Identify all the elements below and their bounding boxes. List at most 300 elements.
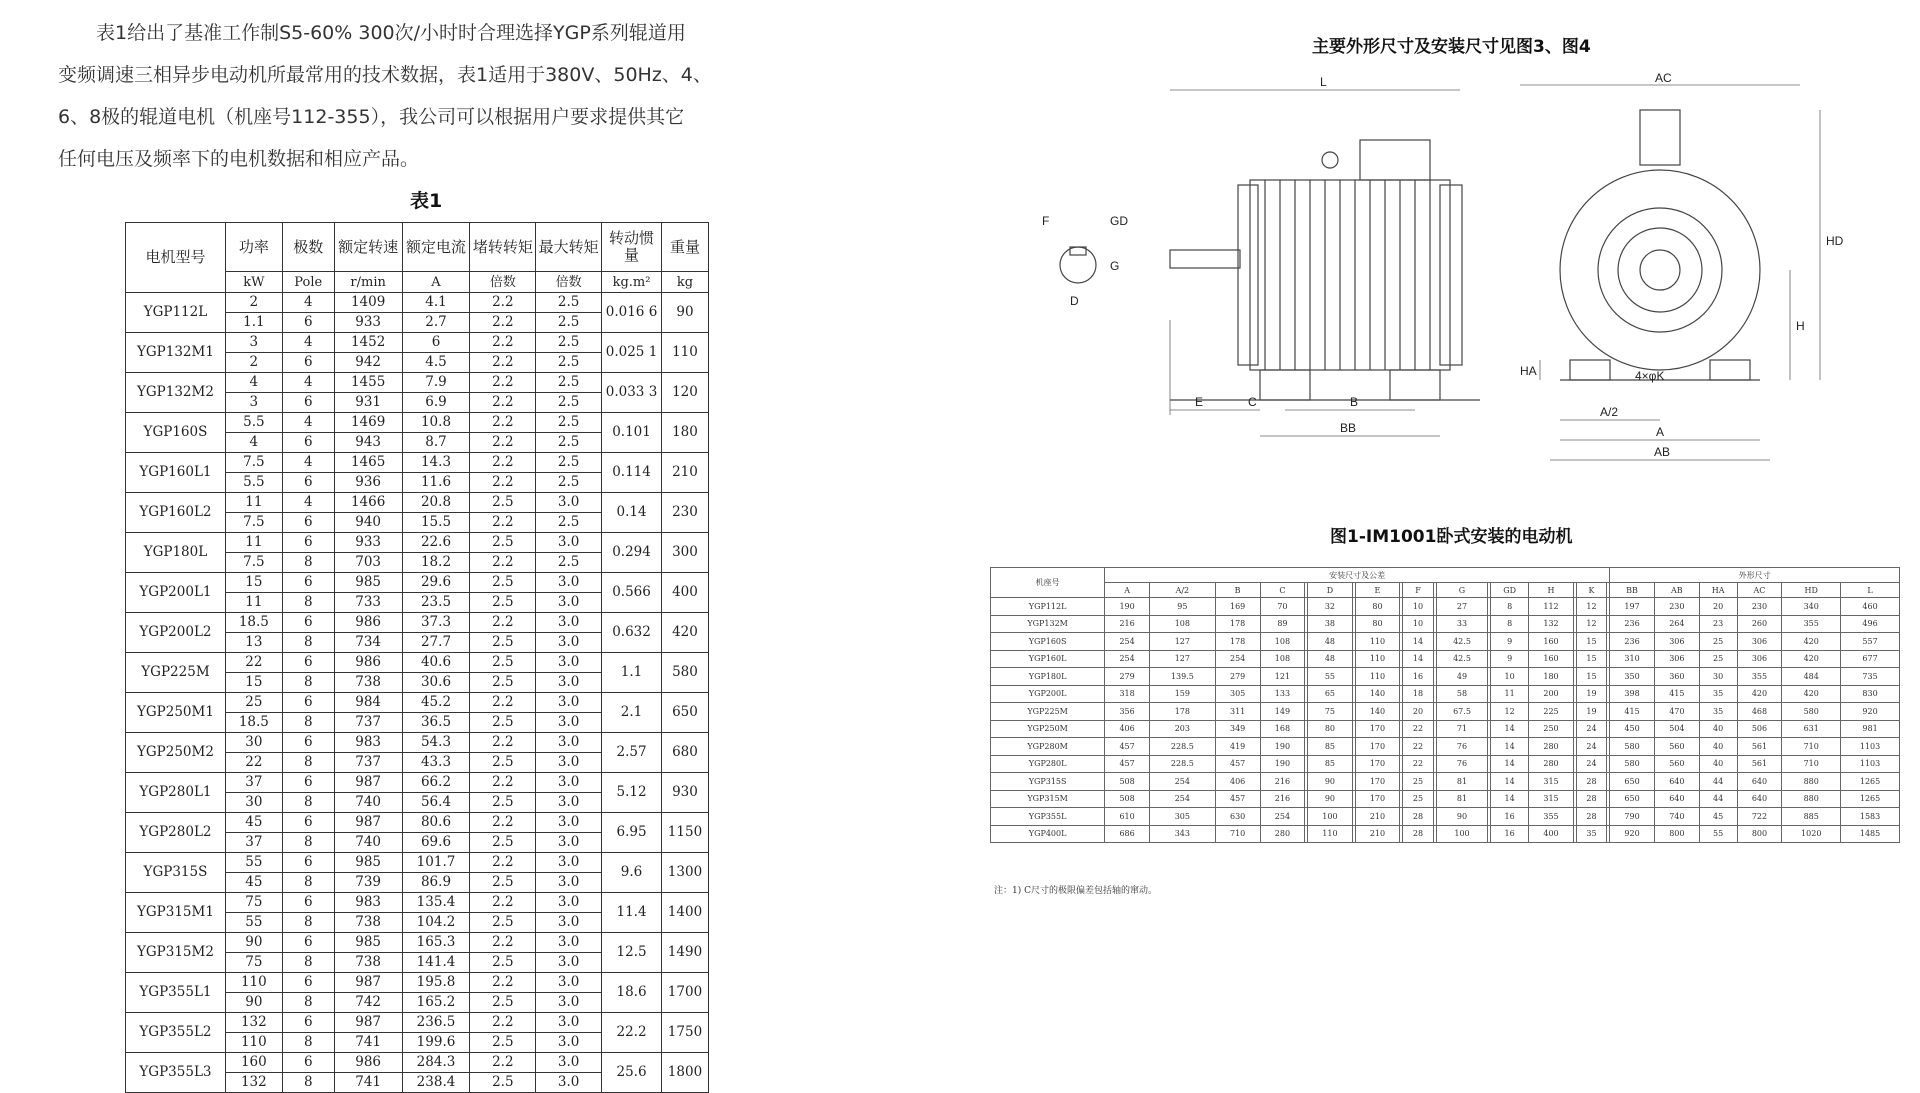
- data-cell: 987: [334, 813, 402, 833]
- t2-data-cell: 70: [1260, 598, 1305, 616]
- data-cell: 8: [282, 713, 334, 733]
- t2-data-cell: 419: [1215, 738, 1260, 756]
- t2-data-cell: 9: [1491, 633, 1529, 651]
- t2-data-cell: 190: [1260, 755, 1305, 773]
- model-cell: YGP250M2: [126, 733, 226, 773]
- t2-data-cell: 508: [1105, 790, 1150, 808]
- weight-cell: 1750: [661, 1013, 708, 1053]
- t2-data-cell: 178: [1149, 703, 1215, 721]
- data-cell: 2.2: [470, 1053, 536, 1073]
- inertia-cell: 18.6: [602, 973, 662, 1013]
- t2-col-header: F: [1403, 583, 1434, 598]
- t2-data-cell: 44: [1699, 790, 1737, 808]
- data-cell: 740: [334, 833, 402, 853]
- data-cell: 69.6: [402, 833, 470, 853]
- header-inertia: 转动惯量: [602, 223, 662, 272]
- data-cell: 75: [225, 893, 282, 913]
- t2-data-cell: 560: [1654, 738, 1699, 756]
- data-cell: 985: [334, 853, 402, 873]
- t2-data-cell: 33: [1436, 615, 1488, 633]
- t2-data-cell: 420: [1782, 633, 1841, 651]
- t2-data-cell: 1583: [1841, 808, 1900, 826]
- t2-data-cell: 355: [1737, 668, 1782, 686]
- data-cell: 30.6: [402, 673, 470, 693]
- t2-data-cell: 28: [1403, 808, 1434, 826]
- data-cell: 983: [334, 893, 402, 913]
- t2-data-cell: 80: [1355, 615, 1400, 633]
- data-cell: 738: [334, 913, 402, 933]
- t2-data-cell: 14: [1403, 650, 1434, 668]
- t2-data-cell: 457: [1215, 790, 1260, 808]
- t2-data-cell: 24: [1576, 755, 1607, 773]
- t2-data-cell: 28: [1576, 773, 1607, 791]
- data-cell: 4: [282, 493, 334, 513]
- data-cell: 30: [225, 793, 282, 813]
- data-cell: 195.8: [402, 973, 470, 993]
- t2-data-cell: 85: [1308, 755, 1353, 773]
- data-cell: 66.2: [402, 773, 470, 793]
- data-cell: 8: [282, 793, 334, 813]
- model-cell: YGP180L: [126, 533, 226, 573]
- t2-data-cell: 710: [1215, 825, 1260, 843]
- t2-data-cell: 1103: [1841, 738, 1900, 756]
- data-cell: 6: [282, 353, 334, 373]
- data-cell: 3.0: [536, 713, 602, 733]
- t2-data-cell: 10: [1403, 598, 1434, 616]
- t2-data-cell: 254: [1215, 650, 1260, 668]
- table-row: [126, 493, 709, 513]
- data-cell: 8.7: [402, 433, 470, 453]
- t2-data-cell: 920: [1841, 703, 1900, 721]
- data-cell: 36.5: [402, 713, 470, 733]
- front-terminal-box: [1640, 110, 1680, 165]
- unit-cell: Pole: [282, 272, 334, 293]
- data-cell: 135.4: [402, 893, 470, 913]
- t2-data-cell: 23: [1699, 615, 1737, 633]
- data-cell: 22: [225, 753, 282, 773]
- weight-cell: 210: [661, 453, 708, 493]
- table-row: [126, 453, 709, 473]
- intro-line: 6、8极的辊道电机（机座号112-355），我公司可以根据用户要求提供其它: [58, 106, 685, 128]
- t2-model-cell: YGP355L: [991, 808, 1105, 826]
- t2-data-cell: 264: [1654, 615, 1699, 633]
- data-cell: 8: [282, 993, 334, 1013]
- t2-data-cell: 190: [1260, 738, 1305, 756]
- t2-data-cell: 89: [1260, 615, 1305, 633]
- t2-data-cell: 880: [1782, 790, 1841, 808]
- header-weight: 重量: [661, 223, 708, 272]
- data-cell: 2.5: [536, 413, 602, 433]
- data-cell: 45: [225, 813, 282, 833]
- t2-data-cell: 280: [1529, 738, 1574, 756]
- table-row: [126, 533, 709, 553]
- dim-E: E: [1195, 395, 1204, 409]
- data-cell: 1455: [334, 373, 402, 393]
- t2-data-cell: 216: [1260, 773, 1305, 791]
- table-row: [991, 825, 1900, 843]
- table-row: [991, 668, 1900, 686]
- header-max-torque: 最大转矩: [536, 223, 602, 272]
- model-cell: YGP355L3: [126, 1053, 226, 1093]
- t2-data-cell: 20: [1699, 598, 1737, 616]
- t2-data-cell: 340: [1782, 598, 1841, 616]
- t2-data-cell: 10: [1403, 615, 1434, 633]
- data-cell: 3.0: [536, 693, 602, 713]
- data-cell: 2.2: [470, 413, 536, 433]
- t2-col-header: C: [1260, 583, 1305, 598]
- t2-data-cell: 236: [1610, 615, 1655, 633]
- data-cell: 11.6: [402, 473, 470, 493]
- data-cell: 7.9: [402, 373, 470, 393]
- data-cell: 101.7: [402, 853, 470, 873]
- data-cell: 55: [225, 913, 282, 933]
- t2-data-cell: 508: [1105, 773, 1150, 791]
- t2-data-cell: 35: [1576, 825, 1607, 843]
- t2-data-cell: 55: [1308, 668, 1353, 686]
- dim-AC: AC: [1655, 71, 1672, 85]
- intro-line: 变频调速三相异步电动机所最常用的技术数据，表1适用于380V、50Hz、4、: [58, 64, 712, 86]
- data-cell: 2.5: [470, 713, 536, 733]
- data-cell: 56.4: [402, 793, 470, 813]
- data-cell: 27.7: [402, 633, 470, 653]
- table-row: [126, 653, 709, 673]
- t2-data-cell: 170: [1355, 738, 1400, 756]
- data-cell: 737: [334, 753, 402, 773]
- t2-data-cell: 650: [1610, 790, 1655, 808]
- data-cell: 165.2: [402, 993, 470, 1013]
- t2-data-cell: 15: [1576, 650, 1607, 668]
- table-row: [126, 293, 709, 313]
- data-cell: 6: [282, 473, 334, 493]
- t2-data-cell: 640: [1737, 773, 1782, 791]
- weight-cell: 580: [661, 653, 708, 693]
- table-row: [126, 853, 709, 873]
- data-cell: 3.0: [536, 593, 602, 613]
- dim-HA: HA: [1520, 364, 1537, 378]
- table2: [990, 567, 1900, 843]
- t2-data-cell: 355: [1782, 615, 1841, 633]
- data-cell: 733: [334, 593, 402, 613]
- table-row: [126, 1053, 709, 1073]
- inertia-cell: 0.294: [602, 533, 662, 573]
- t2-data-cell: 55: [1699, 825, 1737, 843]
- weight-cell: 1490: [661, 933, 708, 973]
- inertia-cell: 0.632: [602, 613, 662, 653]
- data-cell: 738: [334, 953, 402, 973]
- t2-data-cell: 28: [1576, 790, 1607, 808]
- data-cell: 37: [225, 773, 282, 793]
- data-cell: 1465: [334, 453, 402, 473]
- data-cell: 2.2: [470, 773, 536, 793]
- data-cell: 2.7: [402, 313, 470, 333]
- data-cell: 2.5: [470, 793, 536, 813]
- t2-data-cell: 149: [1260, 703, 1305, 721]
- t2-data-cell: 14: [1491, 790, 1529, 808]
- t2-data-cell: 48: [1308, 650, 1353, 668]
- data-cell: 13: [225, 633, 282, 653]
- t2-data-cell: 254: [1149, 790, 1215, 808]
- t2-data-cell: 19: [1576, 703, 1607, 721]
- data-cell: 6: [282, 533, 334, 553]
- table-row: [991, 650, 1900, 668]
- data-cell: 742: [334, 993, 402, 1013]
- data-cell: 45.2: [402, 693, 470, 713]
- weight-cell: 1700: [661, 973, 708, 1013]
- t2-col-header: A: [1105, 583, 1150, 598]
- t2-data-cell: 406: [1215, 773, 1260, 791]
- t2-data-cell: 16: [1491, 808, 1529, 826]
- t2-data-cell: 25: [1403, 773, 1434, 791]
- data-cell: 936: [334, 473, 402, 493]
- t2-data-cell: 280: [1529, 755, 1574, 773]
- table2-note: 注：1) C尺寸的极限偏差包括轴的窜动。: [994, 886, 1157, 896]
- data-cell: 6: [282, 313, 334, 333]
- dim-AB: AB: [1654, 445, 1671, 459]
- t2-col-header: BB: [1610, 583, 1655, 598]
- t2-data-cell: 790: [1610, 808, 1655, 826]
- t2-data-cell: 24: [1576, 720, 1607, 738]
- t2-model-cell: YGP225M: [991, 703, 1105, 721]
- data-cell: 6: [282, 573, 334, 593]
- data-cell: 8: [282, 1073, 334, 1093]
- data-cell: 2.2: [470, 473, 536, 493]
- data-cell: 985: [334, 933, 402, 953]
- t2-data-cell: 398: [1610, 685, 1655, 703]
- t2-data-cell: 305: [1215, 685, 1260, 703]
- dim-GD: GD: [1110, 214, 1128, 228]
- t2-data-cell: 310: [1610, 650, 1655, 668]
- t2-data-cell: 460: [1841, 598, 1900, 616]
- data-cell: 11: [225, 493, 282, 513]
- data-cell: 987: [334, 973, 402, 993]
- data-cell: 14.3: [402, 453, 470, 473]
- t2-model-cell: YGP315M: [991, 790, 1105, 808]
- data-cell: 987: [334, 773, 402, 793]
- inertia-cell: 2.1: [602, 693, 662, 733]
- data-cell: 6: [282, 433, 334, 453]
- t2-data-cell: 580: [1610, 755, 1655, 773]
- data-cell: 110: [225, 973, 282, 993]
- data-cell: 45: [225, 873, 282, 893]
- weight-cell: 1150: [661, 813, 708, 853]
- model-cell: YGP200L1: [126, 573, 226, 613]
- t2-data-cell: 1485: [1841, 825, 1900, 843]
- data-cell: 741: [334, 1033, 402, 1053]
- t2-data-cell: 260: [1737, 615, 1782, 633]
- data-cell: 6: [282, 733, 334, 753]
- t2-data-cell: 22: [1403, 738, 1434, 756]
- t2-data-cell: 279: [1215, 668, 1260, 686]
- t2-data-cell: 306: [1737, 650, 1782, 668]
- model-cell: YGP160L1: [126, 453, 226, 493]
- t2-data-cell: 306: [1654, 650, 1699, 668]
- t2-data-cell: 350: [1610, 668, 1655, 686]
- data-cell: 3.0: [536, 493, 602, 513]
- t2-data-cell: 457: [1105, 755, 1150, 773]
- data-cell: 284.3: [402, 1053, 470, 1073]
- data-cell: 1452: [334, 333, 402, 353]
- data-cell: 4: [282, 293, 334, 313]
- data-cell: 738: [334, 673, 402, 693]
- data-cell: 37: [225, 833, 282, 853]
- terminal-box: [1360, 140, 1430, 180]
- data-cell: 3.0: [536, 933, 602, 953]
- model-cell: YGP132M1: [126, 333, 226, 373]
- table-row: [126, 933, 709, 953]
- table-row: [126, 813, 709, 833]
- data-cell: 6: [282, 1013, 334, 1033]
- data-cell: 18.5: [225, 713, 282, 733]
- t2-data-cell: 35: [1699, 703, 1737, 721]
- data-cell: 5.5: [225, 413, 282, 433]
- data-cell: 86.9: [402, 873, 470, 893]
- t2-col-header: G: [1436, 583, 1488, 598]
- t2-data-cell: 24: [1576, 738, 1607, 756]
- t2-data-cell: 12: [1576, 615, 1607, 633]
- t2-data-cell: 10: [1491, 668, 1529, 686]
- table-row: [126, 973, 709, 993]
- t2-data-cell: 48: [1308, 633, 1353, 651]
- data-cell: 2: [225, 293, 282, 313]
- t2-model-cell: YGP160S: [991, 633, 1105, 651]
- data-cell: 54.3: [402, 733, 470, 753]
- model-cell: YGP132M2: [126, 373, 226, 413]
- t2-col-header: K: [1576, 583, 1607, 598]
- inertia-cell: 0.114: [602, 453, 662, 493]
- data-cell: 2.2: [470, 293, 536, 313]
- t2-data-cell: 349: [1215, 720, 1260, 738]
- t2-model-cell: YGP112L: [991, 598, 1105, 616]
- model-cell: YGP160S: [126, 413, 226, 453]
- intro-paragraph: [58, 12, 778, 180]
- data-cell: 8: [282, 553, 334, 573]
- foot-rear: [1390, 370, 1440, 400]
- table-row: [991, 790, 1900, 808]
- data-cell: 2.2: [470, 973, 536, 993]
- data-cell: 4: [225, 433, 282, 453]
- t2-data-cell: 90: [1308, 790, 1353, 808]
- data-cell: 1.1: [225, 313, 282, 333]
- t2-data-cell: 484: [1782, 668, 1841, 686]
- data-cell: 165.3: [402, 933, 470, 953]
- data-cell: 3.0: [536, 633, 602, 653]
- t2-data-cell: 280: [1260, 825, 1305, 843]
- data-cell: 8: [282, 673, 334, 693]
- t2-data-cell: 81: [1436, 790, 1488, 808]
- t2-data-cell: 880: [1782, 773, 1841, 791]
- data-cell: 2.5: [470, 833, 536, 853]
- table-row: [126, 733, 709, 753]
- t2-data-cell: 640: [1737, 790, 1782, 808]
- weight-cell: 680: [661, 733, 708, 773]
- data-cell: 986: [334, 1053, 402, 1073]
- data-cell: 10.8: [402, 413, 470, 433]
- data-cell: 160: [225, 1053, 282, 1073]
- data-cell: 132: [225, 1073, 282, 1093]
- t2-data-cell: 85: [1308, 738, 1353, 756]
- inertia-cell: 0.566: [602, 573, 662, 613]
- t2-data-cell: 160: [1529, 633, 1574, 651]
- header-rated-current: 额定电流: [402, 223, 470, 272]
- t2-data-cell: 9: [1491, 650, 1529, 668]
- inertia-cell: 6.95: [602, 813, 662, 853]
- data-cell: 2.5: [536, 513, 602, 533]
- t2-data-cell: 108: [1149, 615, 1215, 633]
- data-cell: 4: [225, 373, 282, 393]
- t2-col-header: H: [1529, 583, 1574, 598]
- table-row: [126, 773, 709, 793]
- data-cell: 238.4: [402, 1073, 470, 1093]
- table1: [125, 222, 709, 1093]
- data-cell: 2.5: [470, 873, 536, 893]
- data-cell: 5.5: [225, 473, 282, 493]
- data-cell: 20.8: [402, 493, 470, 513]
- data-cell: 2.5: [536, 453, 602, 473]
- data-cell: 3.0: [536, 853, 602, 873]
- t2-data-cell: 557: [1841, 633, 1900, 651]
- t2-data-cell: 306: [1654, 633, 1699, 651]
- t2-data-cell: 8: [1491, 598, 1529, 616]
- weight-cell: 1400: [661, 893, 708, 933]
- unit-cell: kg: [661, 272, 708, 293]
- data-cell: 90: [225, 933, 282, 953]
- t2-group-outline: 外形尺寸: [1610, 568, 1900, 583]
- t2-data-cell: 14: [1491, 755, 1529, 773]
- t2-data-cell: 14: [1491, 773, 1529, 791]
- t2-data-cell: 71: [1436, 720, 1488, 738]
- t2-data-cell: 415: [1654, 685, 1699, 703]
- header-locked-torque: 堵转转矩: [470, 223, 536, 272]
- weight-cell: 180: [661, 413, 708, 453]
- data-cell: 22.6: [402, 533, 470, 553]
- inertia-cell: 1.1: [602, 653, 662, 693]
- table-row: [991, 720, 1900, 738]
- data-cell: 90: [225, 993, 282, 1013]
- data-cell: 2: [225, 353, 282, 373]
- t2-data-cell: 580: [1782, 703, 1841, 721]
- data-cell: 2.5: [470, 653, 536, 673]
- dim-B: B: [1350, 395, 1359, 409]
- t2-data-cell: 40: [1699, 755, 1737, 773]
- t2-data-cell: 981: [1841, 720, 1900, 738]
- inertia-cell: 25.6: [602, 1053, 662, 1093]
- t2-data-cell: 14: [1403, 633, 1434, 651]
- data-cell: 737: [334, 713, 402, 733]
- data-cell: 2.5: [536, 433, 602, 453]
- t2-data-cell: 468: [1737, 703, 1782, 721]
- t2-data-cell: 170: [1355, 790, 1400, 808]
- data-cell: 2.2: [470, 613, 536, 633]
- dim-K: 4×φK: [1635, 369, 1665, 383]
- inertia-cell: 5.12: [602, 773, 662, 813]
- data-cell: 3.0: [536, 993, 602, 1013]
- t2-data-cell: 35: [1699, 685, 1737, 703]
- t2-data-cell: 22: [1403, 720, 1434, 738]
- t2-data-cell: 225: [1529, 703, 1574, 721]
- data-cell: 29.6: [402, 573, 470, 593]
- dim-HD: HD: [1826, 234, 1844, 248]
- data-cell: 2.2: [470, 893, 536, 913]
- t2-model-cell: YGP250M: [991, 720, 1105, 738]
- table-row: [126, 413, 709, 433]
- dim-H: H: [1796, 319, 1805, 333]
- data-cell: 3.0: [536, 953, 602, 973]
- t2-data-cell: 254: [1105, 650, 1150, 668]
- t2-data-cell: 228.5: [1149, 755, 1215, 773]
- t2-data-cell: 28: [1403, 825, 1434, 843]
- data-cell: 2.2: [470, 393, 536, 413]
- t2-data-cell: 360: [1654, 668, 1699, 686]
